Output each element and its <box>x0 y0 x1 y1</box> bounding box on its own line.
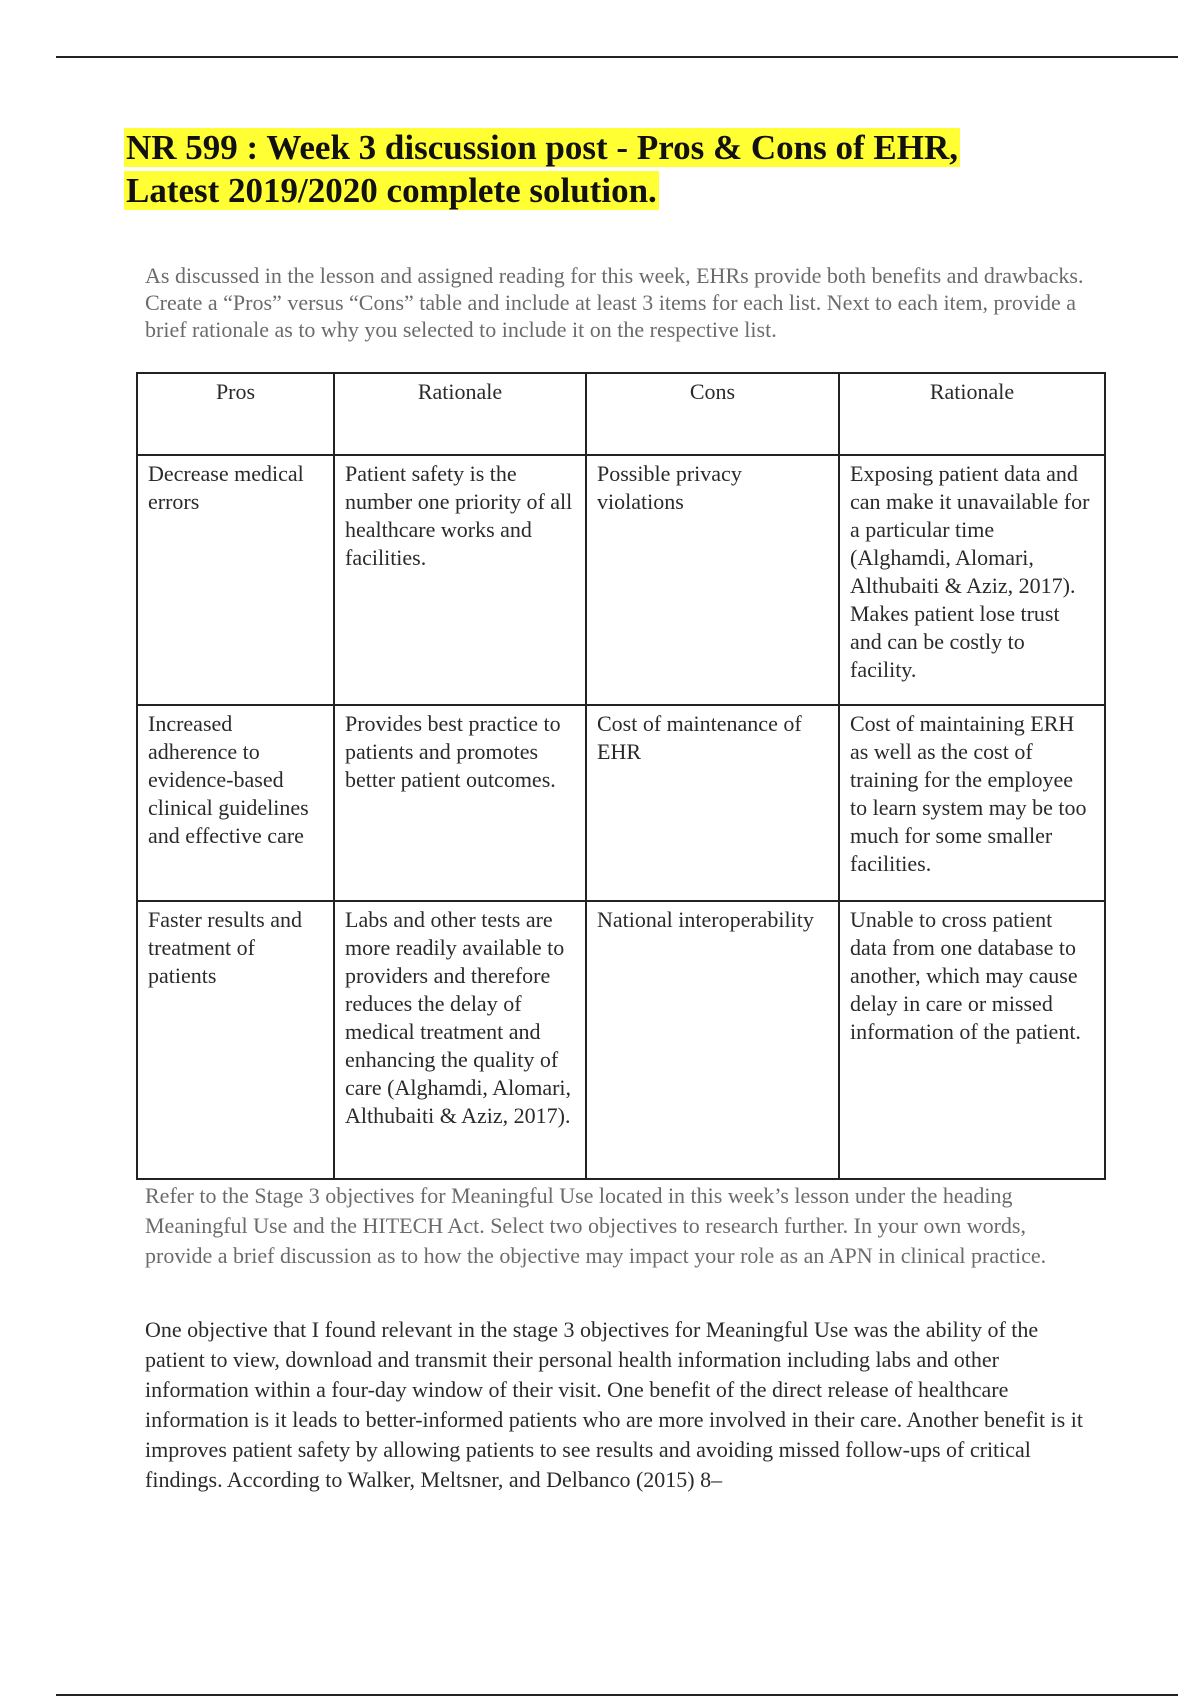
pro-cell: Increased adherence to evidence-based clinical guidelines and effective care <box>137 705 334 901</box>
table-row <box>137 455 1105 705</box>
pros-cons-table <box>136 372 1106 1180</box>
assignment-prompt-1: As discussed in the lesson and assigned reading for this week, EHRs provide both benefits and drawbacks. Create a “Pros” versus “Cons” table and include at least 3 items for each list. Next to each item, provide a brief rationale as to why you selected to include it on the respective list. <box>145 263 1084 342</box>
table-row <box>137 705 1105 901</box>
table-row <box>137 901 1105 1179</box>
pro-rationale-cell: Labs and other tests are more readily available to providers and therefore reduces the delay of medical treatment and enhancing the quality of care (Alghamdi, Alomari, Althubaiti & Aziz, 2017). <box>334 901 586 1179</box>
pro-cell: Faster results and treatment of patients <box>137 901 334 1179</box>
header-pros-rationale: Rationale <box>334 373 586 455</box>
document-title <box>124 126 1124 212</box>
con-rationale-cell: Cost of maintaining ERH as well as the cost of training for the employee to learn system may be too much for some smaller facilities. <box>839 705 1105 901</box>
pro-rationale-cell: Patient safety is the number one priority of all healthcare works and facilities. <box>334 455 586 705</box>
con-cell: National interoperability <box>586 901 839 1179</box>
assignment-prompt-2: Refer to the Stage 3 objectives for Meaningful Use located in this week’s lesson under the heading Meaningful Use and the HITECH Act. Select two objectives to research further. In your own words, provide a brief discussion as to how the objective may impact your role as an APN in clinical practice. <box>145 1183 1047 1268</box>
discussion-answer: One objective that I found relevant in the stage 3 objectives for Meaningful Use was the ability of the patient to view, download and transmit their personal health information including labs and other information within a four-day window of their visit. One benefit of the direct release of healthcare information is it leads to better-informed patients who are more involved in their care. Another benefit is it improves patient safety by allowing patients to see results and avoiding missed follow-ups of critical findings. According to Walker, Meltsner, and Delbanco (2015) 8– <box>145 1317 1083 1492</box>
con-cell: Possible privacy violations <box>586 455 839 705</box>
header-cons: Cons <box>586 373 839 455</box>
con-rationale-cell: Exposing patient data and can make it unavailable for a particular time (Alghamdi, Alomari, Althubaiti & Aziz, 2017). Makes patient lose trust and can be costly to facility. <box>839 455 1105 705</box>
pro-rationale-cell: Provides best practice to patients and promotes better patient outcomes. <box>334 705 586 901</box>
con-rationale-cell: Unable to cross patient data from one database to another, which may cause delay in care or missed information of the patient. <box>839 901 1105 1179</box>
header-cons-rationale: Rationale <box>839 373 1105 455</box>
pro-cell: Decrease medical errors <box>137 455 334 705</box>
con-cell: Cost of maintenance of EHR <box>586 705 839 901</box>
title-line-1: NR 599 : Week 3 discussion post - Pros & Cons of EHR, <box>126 128 958 167</box>
title-line-2: Latest 2019/2020 complete solution. <box>126 171 657 210</box>
top-rule <box>56 56 1178 58</box>
table-header-row <box>137 373 1105 455</box>
header-pros: Pros <box>137 373 334 455</box>
bottom-rule <box>56 1694 1178 1696</box>
